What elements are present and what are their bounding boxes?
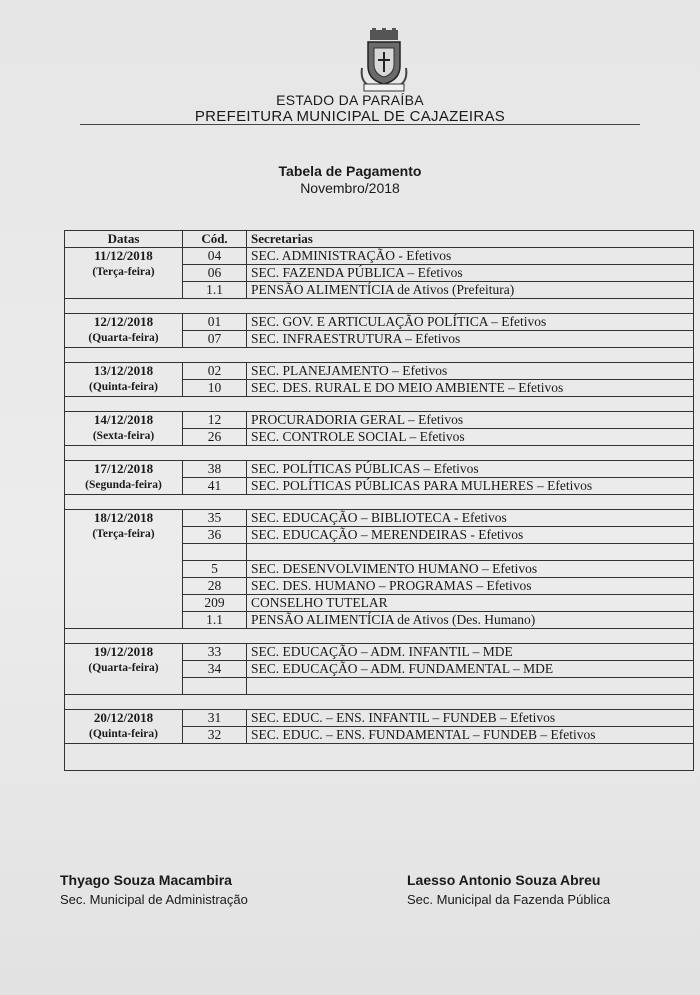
date-column-header: Datas — [65, 231, 183, 248]
code-cell: 38 — [183, 461, 247, 478]
secretariat-cell: PENSÃO ALIMENTÍCIA de Ativos (Des. Humano) — [247, 612, 694, 629]
code-cell: 33 — [183, 644, 247, 661]
code-cell: 07 — [183, 331, 247, 348]
payment-date: 18/12/2018 — [93, 510, 154, 525]
secretariat-cell: SEC. FAZENDA PÚBLICA – Efetivos — [247, 265, 694, 282]
payment-date: 19/12/2018 — [93, 644, 154, 659]
secretariat-cell: SEC. GOV. E ARTICULAÇÃO POLÍTICA – Efetivos — [247, 314, 694, 331]
secretariat-column-header: Secretarias — [247, 231, 694, 248]
payment-table — [64, 230, 694, 771]
code-cell: 06 — [183, 265, 247, 282]
secretariat-cell: SEC. CONTROLE SOCIAL – Efetivos — [247, 429, 694, 446]
payment-weekday: (Terça-feira) — [92, 266, 155, 278]
payment-date-cell — [65, 510, 183, 629]
code-cell: 02 — [183, 363, 247, 380]
code-cell — [183, 678, 247, 695]
separator-cell — [65, 397, 694, 412]
code-cell: 209 — [183, 595, 247, 612]
payment-weekday: (Quarta-feira) — [88, 332, 159, 344]
code-cell: 12 — [183, 412, 247, 429]
secretariat-cell: SEC. EDUC. – ENS. INFANTIL – FUNDEB – Efetivos — [247, 710, 694, 727]
secretariat-cell: SEC. PLANEJAMENTO – Efetivos — [247, 363, 694, 380]
header-divider — [80, 124, 640, 125]
code-cell: 41 — [183, 478, 247, 495]
code-cell: 10 — [183, 380, 247, 397]
group-separator-row — [65, 348, 694, 363]
code-cell: 1.1 — [183, 612, 247, 629]
table-row — [65, 461, 694, 478]
payment-date-cell — [65, 644, 183, 695]
code-cell: 34 — [183, 661, 247, 678]
table-row — [65, 644, 694, 661]
signatory-name: Laesso Antonio Souza Abreu — [407, 872, 601, 888]
payment-weekday: (Quinta-feira) — [89, 381, 158, 393]
secretariat-cell: SEC. DESENVOLVIMENTO HUMANO – Efetivos — [247, 561, 694, 578]
table-row — [65, 363, 694, 380]
secretariat-cell: SEC. EDUCAÇÃO – MERENDEIRAS - Efetivos — [247, 527, 694, 544]
payment-date-cell — [65, 248, 183, 299]
payment-weekday: (Sexta-feira) — [92, 430, 155, 442]
separator-cell — [65, 695, 694, 710]
separator-cell — [65, 495, 694, 510]
state-name: ESTADO DA PARAÍBA — [276, 92, 424, 108]
group-separator-row — [65, 629, 694, 644]
secretariat-cell: SEC. EDUCAÇÃO – BIBLIOTECA - Efetivos — [247, 510, 694, 527]
secretariat-cell — [247, 678, 694, 695]
payment-date: 13/12/2018 — [93, 363, 154, 378]
table-row — [65, 248, 694, 265]
payment-date-cell — [65, 314, 183, 348]
secretariat-cell: PENSÃO ALIMENTÍCIA de Ativos (Prefeitura) — [247, 282, 694, 299]
code-cell: 31 — [183, 710, 247, 727]
separator-cell — [65, 299, 694, 314]
signature-administration — [60, 872, 248, 907]
secretariat-cell: PROCURADORIA GERAL – Efetivos — [247, 412, 694, 429]
payment-date: 14/12/2018 — [93, 412, 154, 427]
secretariat-cell: SEC. EDUCAÇÃO – ADM. FUNDAMENTAL – MDE — [247, 661, 694, 678]
document-period: Novembro/2018 — [300, 180, 400, 196]
code-column-header: Cód. — [183, 231, 247, 248]
payment-date: 20/12/2018 — [93, 710, 154, 725]
secretariat-cell: SEC. DES. HUMANO – PROGRAMAS – Efetivos — [247, 578, 694, 595]
signature-finance — [407, 872, 610, 907]
payment-date-cell — [65, 412, 183, 446]
signatory-name: Thyago Souza Macambira — [60, 872, 232, 888]
signatory-role: Sec. Municipal de Administração — [60, 892, 248, 907]
group-separator-row — [65, 446, 694, 461]
footer-cell — [65, 744, 694, 771]
payment-weekday: (Terça-feira) — [92, 528, 155, 540]
code-cell: 32 — [183, 727, 247, 744]
group-separator-row — [65, 299, 694, 314]
secretariat-cell: SEC. ADMINISTRAÇÃO - Efetivos — [247, 248, 694, 265]
secretariat-cell — [247, 544, 694, 561]
code-cell: 5 — [183, 561, 247, 578]
secretariat-cell: SEC. INFRAESTRUTURA – Efetivos — [247, 331, 694, 348]
table-row — [65, 710, 694, 727]
separator-cell — [65, 629, 694, 644]
table-row — [65, 314, 694, 331]
payment-date: 17/12/2018 — [93, 461, 154, 476]
separator-cell — [65, 348, 694, 363]
separator-cell — [65, 446, 694, 461]
payment-date-cell — [65, 710, 183, 744]
payment-weekday: (Quinta-feira) — [89, 728, 158, 740]
group-separator-row — [65, 695, 694, 710]
code-cell: 26 — [183, 429, 247, 446]
secretariat-cell: SEC. EDUCAÇÃO – ADM. INFANTIL – MDE — [247, 644, 694, 661]
table-row — [65, 510, 694, 527]
table-body — [65, 248, 694, 771]
group-separator-row — [65, 397, 694, 412]
code-cell: 04 — [183, 248, 247, 265]
code-cell: 28 — [183, 578, 247, 595]
code-cell: 35 — [183, 510, 247, 527]
table-row — [65, 412, 694, 429]
table-header-row — [65, 231, 694, 248]
payment-weekday: (Quarta-feira) — [88, 662, 159, 674]
payment-date-cell — [65, 461, 183, 495]
document-title: Tabela de Pagamento — [278, 163, 422, 179]
code-cell: 36 — [183, 527, 247, 544]
code-cell: 01 — [183, 314, 247, 331]
payment-date: 11/12/2018 — [94, 248, 153, 263]
secretariat-cell: SEC. POLÍTICAS PÚBLICAS – Efetivos — [247, 461, 694, 478]
coat-of-arms-icon — [358, 28, 410, 92]
group-separator-row — [65, 495, 694, 510]
payment-date: 12/12/2018 — [93, 314, 154, 329]
table-footer-row — [65, 744, 694, 771]
secretariat-cell: SEC. POLÍTICAS PÚBLICAS PARA MULHERES – Efetivos — [247, 478, 694, 495]
code-cell — [183, 544, 247, 561]
secretariat-cell: SEC. DES. RURAL E DO MEIO AMBIENTE – Efetivos — [247, 380, 694, 397]
payment-date-cell — [65, 363, 183, 397]
payment-weekday: (Segunda-feira) — [85, 479, 162, 491]
signatory-role: Sec. Municipal da Fazenda Pública — [407, 892, 611, 907]
code-cell: 1.1 — [183, 282, 247, 299]
secretariat-cell: SEC. EDUC. – ENS. FUNDAMENTAL – FUNDEB – Efetivos — [247, 727, 694, 744]
prefecture-name: PREFEITURA MUNICIPAL DE CAJAZEIRAS — [194, 108, 506, 125]
secretariat-cell: CONSELHO TUTELAR — [247, 595, 694, 612]
